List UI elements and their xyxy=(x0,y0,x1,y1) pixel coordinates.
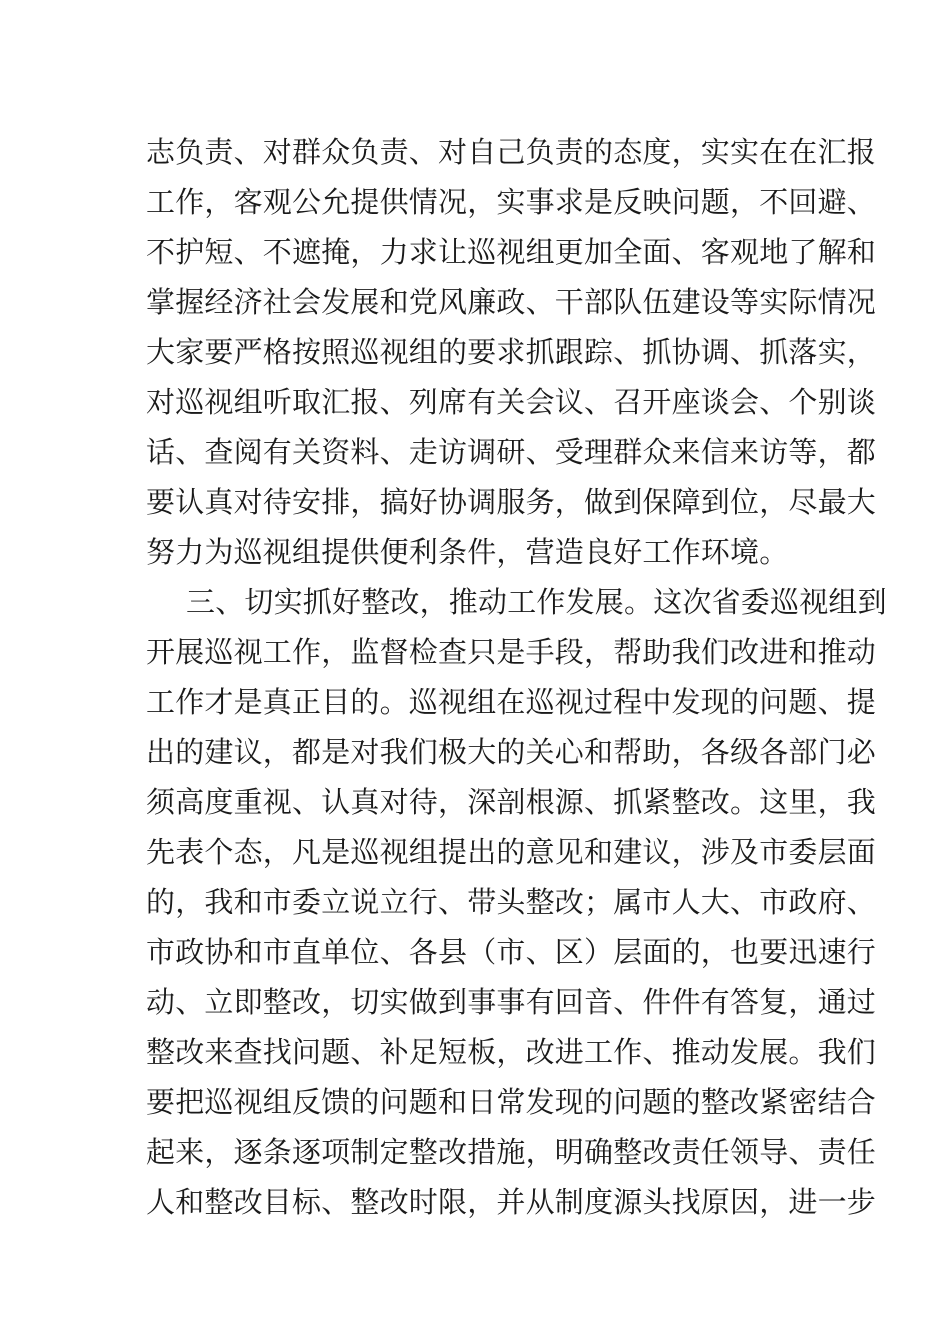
text-line: 努力为巡视组提供便利条件，营造良好工作环境。 xyxy=(146,535,789,569)
text-line: 对巡视组听取汇报、列席有关会议、召开座谈会、个别谈 xyxy=(146,385,877,419)
text-line: 须高度重视、认真对待，深剖根源、抓紧整改。这里，我 xyxy=(146,785,877,819)
text-line: 出的建议，都是对我们极大的关心和帮助，各级各部门必 xyxy=(146,735,877,769)
text-line: 起来，逐条逐项制定整改措施，明确整改责任领导、责任 xyxy=(146,1135,877,1169)
text-line: 志负责、对群众负责、对自己负责的态度，实实在在汇报 xyxy=(146,135,877,169)
text-line: 不护短、不遮掩，力求让巡视组更加全面、客观地了解和 xyxy=(146,235,877,269)
text-line: 工作，客观公允提供情况，实事求是反映问题，不回避、 xyxy=(146,185,877,219)
text-line: 整改来查找问题、补足短板，改进工作、推动发展。我们 xyxy=(146,1035,877,1069)
text-line: 人和整改目标、整改时限，并从制度源头找原因，进一步 xyxy=(146,1185,877,1219)
text-line: 大家要严格按照巡视组的要求抓跟踪、抓协调、抓落实， xyxy=(146,335,877,369)
text-line: 掌握经济社会发展和党风廉政、干部队伍建设等实际情况 xyxy=(146,285,877,319)
text-line: 动、立即整改，切实做到事事有回音、件件有答复，通过 xyxy=(146,985,877,1019)
text-line: 开展巡视工作，监督检查只是手段，帮助我们改进和推动 xyxy=(146,635,877,669)
text-line: 工作才是真正目的。巡视组在巡视过程中发现的问题、提 xyxy=(146,685,877,719)
text-line: 要认真对待安排，搞好协调服务，做到保障到位，尽最大 xyxy=(146,485,877,519)
paragraph-heading-line: 三、切实抓好整改，推动工作发展。这次省委巡视组到 xyxy=(186,585,887,619)
text-line: 市政协和市直单位、各县（市、区）层面的，也要迅速行 xyxy=(146,935,877,969)
text-line: 先表个态，凡是巡视组提出的意见和建议，涉及市委层面 xyxy=(146,835,877,869)
text-line: 的，我和市委立说立行、带头整改；属市人大、市政府、 xyxy=(146,885,877,919)
text-line: 话、查阅有关资料、走访调研、受理群众来信来访等，都 xyxy=(146,435,877,469)
text-line: 要把巡视组反馈的问题和日常发现的问题的整改紧密结合 xyxy=(146,1085,877,1119)
